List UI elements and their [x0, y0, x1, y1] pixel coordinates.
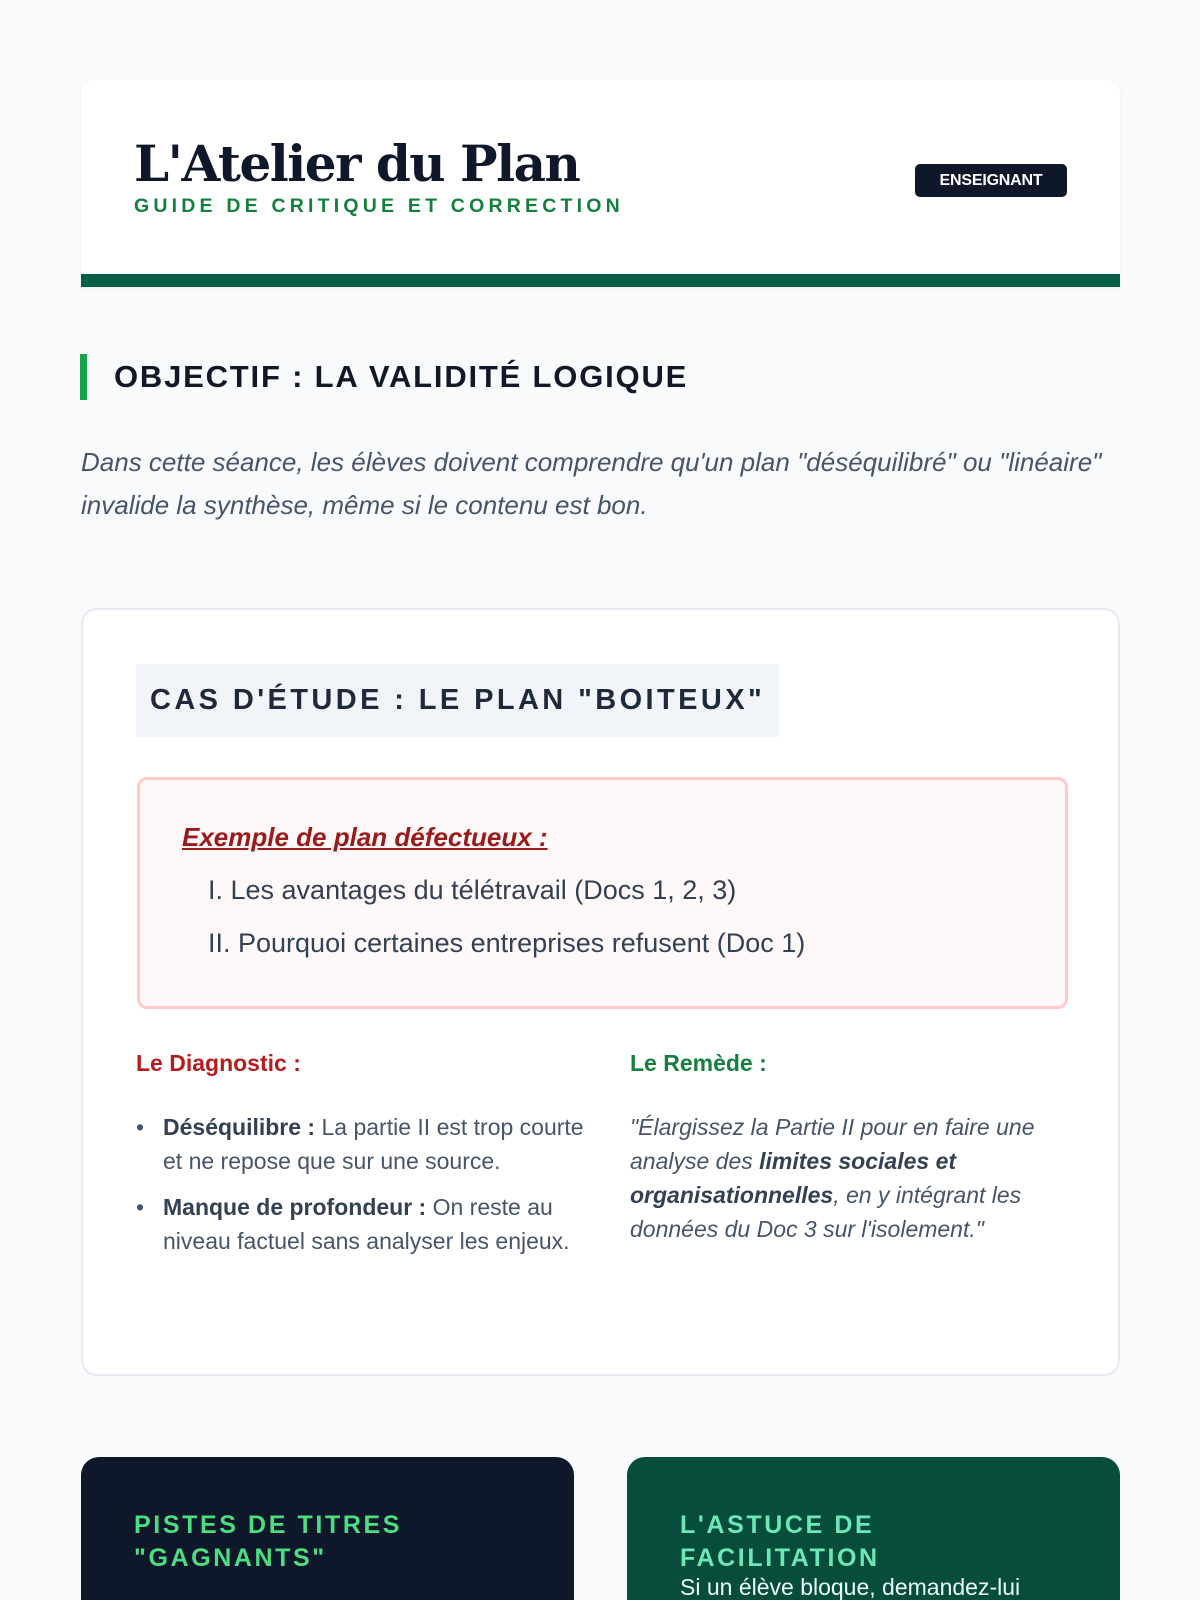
role-badge: ENSEIGNANT	[915, 164, 1067, 197]
case-study-card	[81, 608, 1120, 1376]
header-card	[81, 80, 1120, 287]
diagnostic-item	[136, 1190, 603, 1258]
winning-titles-card	[81, 1457, 574, 1600]
app-title: L'Atelier du Plan	[134, 134, 580, 193]
diagnostic-item-text: On reste au niveau factuel sans analyser les enjeux.	[163, 1194, 570, 1254]
remedy-text-part: "Élargissez la Partie II pour en faire une analyse des	[630, 1114, 1035, 1174]
remedy-title: Le Remède :	[630, 1050, 767, 1076]
facilitation-tip-card	[627, 1457, 1120, 1600]
remedy-text-part: , en y intégrant les données du Doc 3 sur l'isolement."	[630, 1182, 1022, 1242]
diagnostic-list	[136, 1110, 603, 1270]
intro-text: Dans cette séance, les élèves doivent comprendre qu'un plan "déséquilibré" ou "linéaire" invalide la synthèse, même si le contenu est bon.	[81, 447, 1102, 520]
bullet-icon: •	[136, 1194, 145, 1220]
bad-plan-box	[137, 777, 1068, 1009]
bullet-icon: •	[136, 1114, 145, 1140]
section-accent-bar	[80, 354, 87, 400]
winning-titles-title: PISTES DE TITRES "GAGNANTS"	[134, 1511, 403, 1572]
diagnostic-item	[136, 1110, 603, 1178]
facilitation-tip-title: L'ASTUCE DE FACILITATION	[680, 1511, 880, 1572]
remedy-text-emphasis: limites sociales et organisationnelles	[630, 1148, 957, 1208]
app-subtitle: GUIDE DE CRITIQUE ET CORRECTION	[134, 195, 624, 217]
diagnostic-item-text: La partie II est trop courte et ne repose que sur une source.	[163, 1114, 584, 1174]
remedy-text	[630, 1110, 1070, 1246]
diagnostic-item-label: Déséquilibre :	[163, 1114, 316, 1140]
case-study-title: CAS D'ÉTUDE : LE PLAN "BOITEUX"	[136, 664, 779, 737]
bad-plan-item: II. Pourquoi certaines entreprises refusent (Doc 1)	[208, 928, 806, 958]
diagnostic-title: Le Diagnostic :	[136, 1050, 301, 1076]
bad-plan-item: I. Les avantages du télétravail (Docs 1, 2, 3)	[208, 875, 737, 905]
facilitation-tip-text: Si un élève bloque, demandez-lui	[680, 1574, 1021, 1600]
diagnostic-item-label: Manque de profondeur :	[163, 1194, 427, 1220]
section-title: OBJECTIF : LA VALIDITÉ LOGIQUE	[114, 359, 689, 394]
bad-plan-title: Exemple de plan défectueux :	[182, 822, 548, 852]
